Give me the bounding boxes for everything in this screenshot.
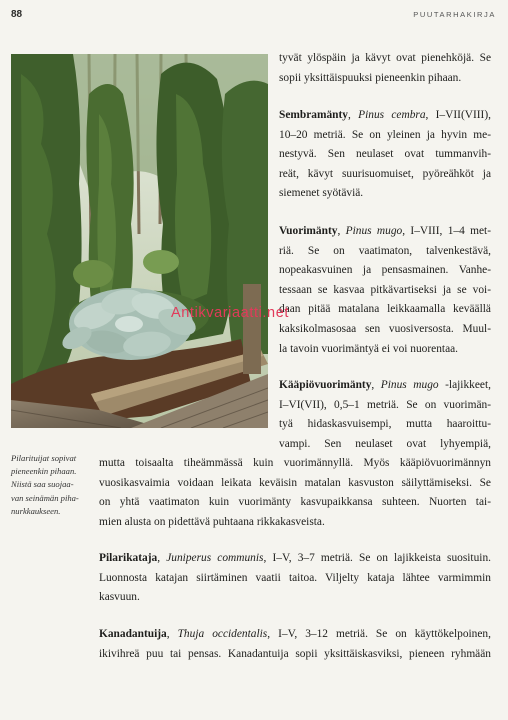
entry-name: Pilarikataja: [99, 552, 158, 564]
text-line: riä. Se on vaatimaton, talvenkestävä,: [279, 244, 491, 257]
text-line: mien alusta on pidettävä puhtaana rikkakasveista.: [99, 515, 325, 528]
entry-sembramanty: [279, 106, 491, 204]
text-line: I–VI(VII), 0,5–1 metriä. Se on vuorimän-: [279, 398, 491, 411]
latin-name: Pinus mugo: [380, 379, 439, 391]
entry-details: -lajikkeet,: [438, 379, 491, 391]
running-head: PUUTARHAKIRJA: [413, 10, 496, 19]
entry-heading-line: [99, 549, 491, 569]
entry-heading-line: [279, 222, 491, 242]
photo-caption: [11, 452, 93, 518]
text-line: tyä hidaskasvuisempi, mutta haaroittu-: [279, 418, 491, 431]
garden-photo-illustration: [11, 54, 268, 428]
text-line: nestyvä. Sen neulaset ovat tummanvih-: [279, 148, 491, 161]
entry-separator: ,: [157, 552, 167, 564]
entry-heading-line: [99, 625, 491, 645]
text-line: kaksikolmasosaa sen vuosiversosta. Muul-: [279, 322, 491, 335]
entry-details: , I–V, 3–12 metriä. Se on käyttökelpoinen,: [267, 628, 491, 640]
latin-name: Pinus mugo: [345, 225, 403, 237]
entry-heading-line: [279, 106, 491, 126]
text-line: ikivihreä puu tai pensas. Kanadantuija sopii yksittäiskasviksi, pieneen ryhmään: [99, 647, 491, 660]
text-line: la tavoin vuorimäntyä ei voi nuorentaa.: [279, 342, 459, 355]
entry-separator: ,: [337, 225, 346, 237]
text-line: mutta toisaalta tiheämmässä kuin vuorimännyllä. Myös kääpiövuorimännyn: [99, 457, 491, 469]
entry-separator: ,: [347, 109, 359, 121]
text-line: kasvuun.: [99, 591, 140, 604]
latin-name: Thuja occidentalis: [177, 628, 268, 640]
entry-name: Kääpiövuorimänty: [279, 379, 372, 391]
caption-line: Niistä saa suojaa-: [11, 479, 74, 490]
entry-details: , I–VIII, 1–4 met-: [402, 225, 491, 237]
text-line: tyvät ylöspäin ja kävyt ovat pienehköjä. Se: [279, 52, 491, 64]
text-line: Luonnosta katajan siirtäminen vaatii taitoa. Viljelty kataja lähtee varmimmin: [99, 571, 491, 584]
caption-line: van seinämän piha-: [11, 492, 79, 503]
entry-kaapiovuorimanty-continued: [99, 454, 491, 532]
entry-pilarikataja: [99, 549, 491, 608]
text-line: sopii yksittäispuuksi pieneenkin pihaan.: [279, 71, 462, 84]
latin-name: Pinus cembra: [358, 109, 426, 121]
watermark: Antikvariaatti.net: [171, 305, 289, 321]
entry-name: Kanadantuija: [99, 628, 167, 640]
entry-details: , I–V, 3–7 metriä. Se on lajikkeista suosituin.: [263, 552, 491, 564]
intro-paragraph: [279, 49, 491, 88]
page-number: 88: [11, 9, 23, 20]
text-line: on yhtä vaatimaton kuin vuorimänty kasvupaikkansa suhteen. Nuorten tai-: [99, 496, 491, 509]
text-line: siemenet syötäviä.: [279, 187, 364, 200]
latin-name: Juniperus communis: [166, 552, 264, 564]
entry-kaapiovuorimanty: [279, 376, 491, 454]
entry-vuorimanty: [279, 222, 491, 359]
entry-separator: ,: [371, 379, 381, 391]
caption-line: nurkkaukseen.: [11, 505, 61, 516]
caption-line: pieneenkin pihaan.: [11, 466, 77, 477]
entry-kanadantuija: [99, 625, 491, 664]
caption-line: Pilarituijat sopivat: [11, 453, 77, 463]
text-line: vampi. Sen neulaset ovat lyhyempiä,: [279, 437, 491, 450]
entry-name: Vuorimänty: [279, 225, 338, 237]
text-line: tessaan se kasvaa pitkävartiseksi ja se voi-: [279, 283, 491, 296]
entry-details: , I–VII(VIII),: [425, 109, 491, 121]
entry-name: Sembramänty: [279, 109, 348, 121]
entry-separator: ,: [166, 628, 178, 640]
text-line: nopeakasvuinen ja pensasmainen. Vanhe-: [279, 264, 491, 277]
entry-heading-line: [279, 376, 491, 396]
garden-photo: [11, 54, 268, 428]
text-line: daan pitää matalana leikkaamalla keväällä: [279, 303, 491, 316]
text-line: reät, kävyt suurisuomuiset, pyöreähköt ja: [279, 167, 491, 180]
text-line: 10–20 metriä. Se on yleinen ja hyvin me-: [279, 128, 491, 141]
text-line: vuosikasvaimia voidaan leikata keväisin matalan kasvuston säilyttämiseksi. Se: [99, 476, 491, 489]
